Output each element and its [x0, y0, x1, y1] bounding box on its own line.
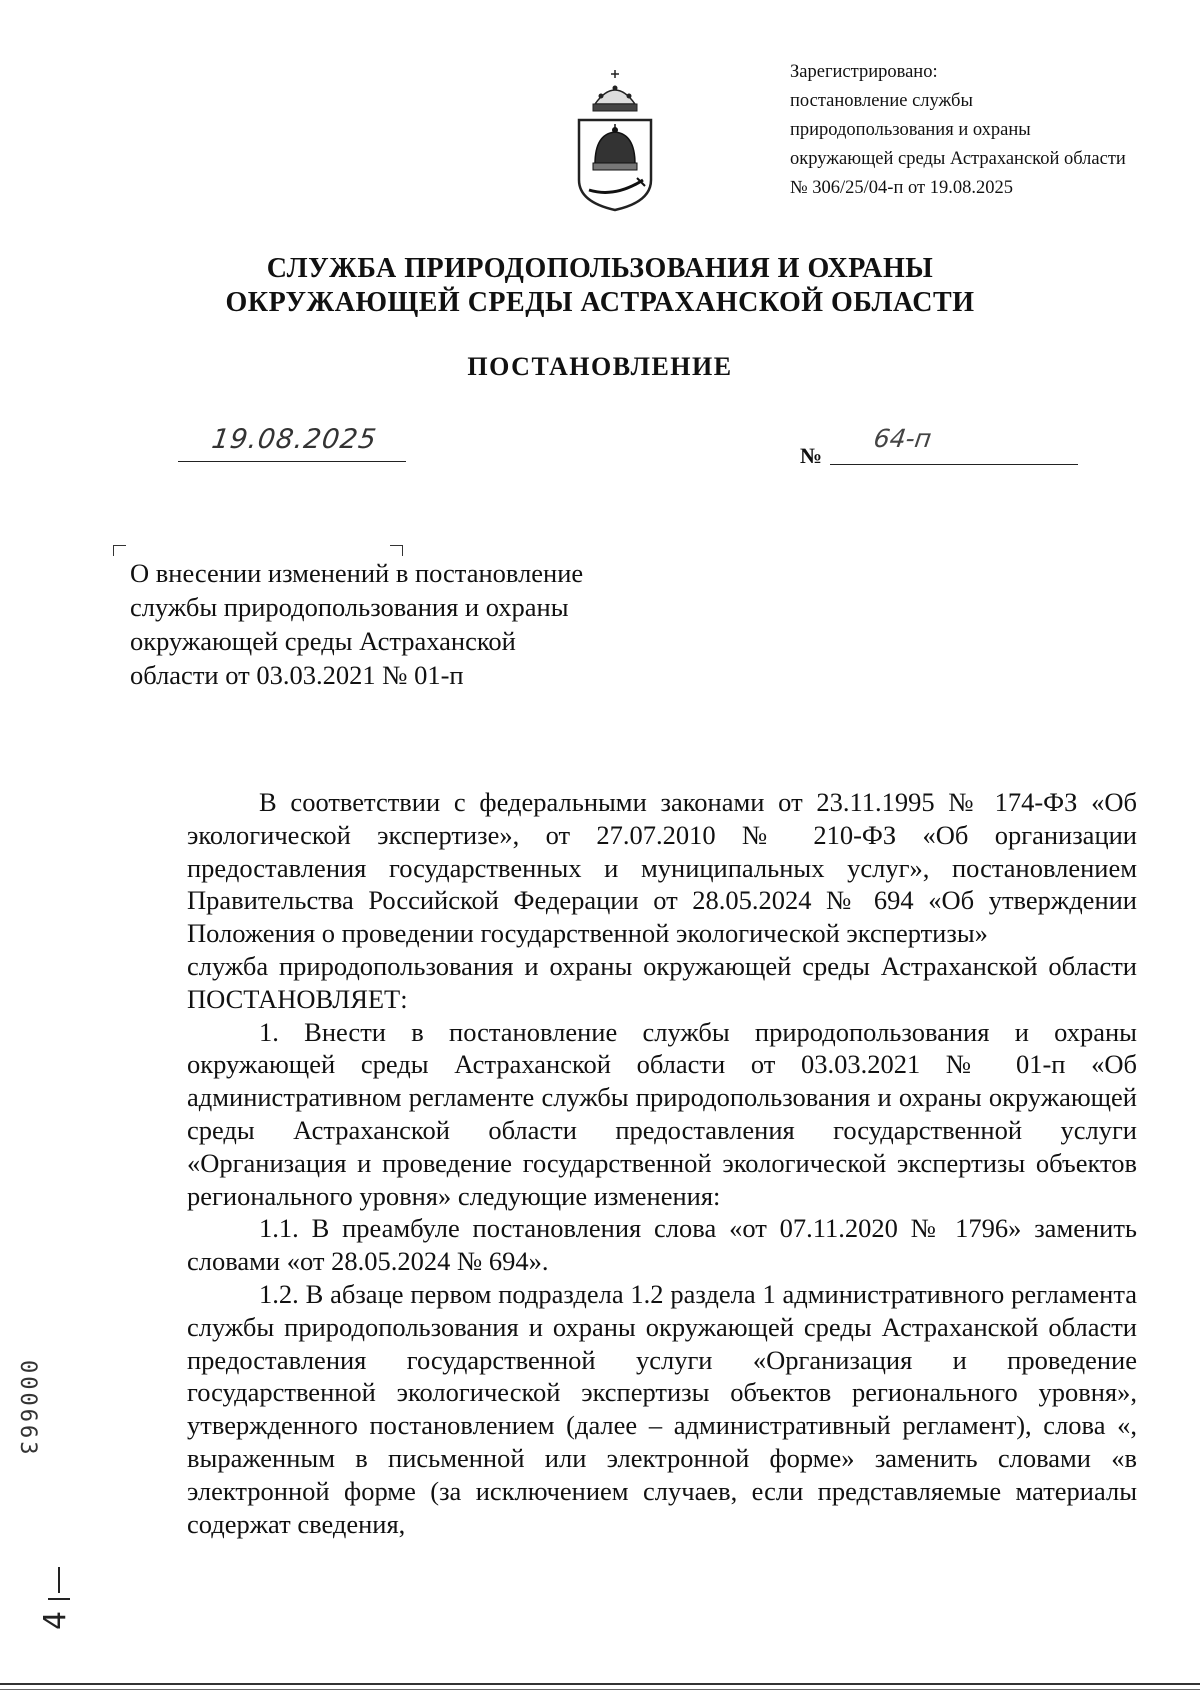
item-1-paragraph: 1. Внести в постановление службы природопользования и охраны окружающей среды Астраханской области от 03.03.2021 № 01-п «Об административном регламенте службы природопользования и охраны окружающей среды Астраханской области предоставления государственной услуги «Организация и проведение государственной экологической экспертизы объектов регионального уровня» следующие изменения:	[187, 1016, 1137, 1211]
subject-line: области от 03.03.2021 № 01-п	[130, 660, 464, 690]
registration-stamp	[790, 58, 1190, 203]
registration-line: Зарегистрировано:	[790, 62, 938, 82]
page-mark-crossbar	[48, 1598, 70, 1600]
organization-heading-line: ОКРУЖАЮЩЕЙ СРЕДЫ АСТРАХАНСКОЙ ОБЛАСТИ	[225, 287, 975, 318]
scan-edge-line	[0, 1683, 1200, 1685]
handwritten-date: 19.08.2025	[209, 424, 379, 455]
item-1-1-paragraph: 1.1. В преамбуле постановления слова «от 07.11.2020 № 1796» заменить словами «от 28.05.2024 № 694».	[187, 1213, 1137, 1277]
enacting-clause: служба природопользования и охраны окружающей среды Астраханской области ПОСТАНОВЛЯЕТ:	[187, 950, 1137, 1014]
crown-icon	[593, 70, 637, 111]
coat-of-arms-emblem	[565, 68, 665, 213]
subject-line: службы природопользования и охраны	[130, 592, 569, 622]
date-underline	[178, 461, 406, 462]
document-subject	[130, 556, 650, 692]
page-number: 4	[38, 1610, 73, 1630]
handwritten-number: 64-п	[871, 424, 934, 453]
scan-edge-line	[0, 1689, 1200, 1690]
number-underline	[830, 464, 1078, 465]
subject-line: окружающей среды Астраханской	[130, 626, 516, 656]
preamble-paragraph: В соответствии с федеральными законами от 23.11.1995 № 174-ФЗ «Об экологической экспертизе», от 27.07.2010 № 210-ФЗ «Об организации предоставления государственных и муниципальных услуг», постановлением Правительства Российской Федерации от 28.05.2024 № 694 «Об утверждении Положения о проведении государственной экологической экспертизы»	[187, 787, 1137, 949]
document-type-title: ПОСТАНОВЛЕНИЕ	[467, 352, 733, 381]
subject-line: О внесении изменений в постановление	[130, 558, 584, 588]
margin-registry-number: 000663	[15, 1360, 40, 1458]
item-1-2-paragraph: 1.2. В абзаце первом подраздела 1.2 раздела 1 административного регламента службы природопользования и охраны окружающей среды Астраханской области предоставления государственной услуги «Организация и проведение государственной экологической экспертизы объектов регионального уровня», утвержденного постановлением (далее – административный регламент), слова «, выраженным в письменной или электронной форме» заменить словами «в электронной форме (за исключением случаев, если представляемые материалы содержат сведения,	[187, 1278, 1137, 1539]
document-body	[187, 786, 1137, 1540]
registration-line: природопользования и охраны	[790, 120, 1031, 140]
registration-line: № 306/25/04-п от 19.08.2025	[790, 178, 1013, 198]
registration-line: постановление службы	[790, 91, 973, 111]
organization-heading-line: СЛУЖБА ПРИРОДОПОЛЬЗОВАНИЯ И ОХРАНЫ	[266, 253, 934, 284]
subject-bracket-left	[113, 545, 126, 556]
page-mark-tick	[58, 1567, 60, 1593]
number-label: №	[800, 443, 823, 468]
subject-bracket-right	[390, 545, 403, 556]
organization-heading	[0, 252, 1200, 320]
registration-line: окружающей среды Астраханской области	[790, 149, 1126, 169]
